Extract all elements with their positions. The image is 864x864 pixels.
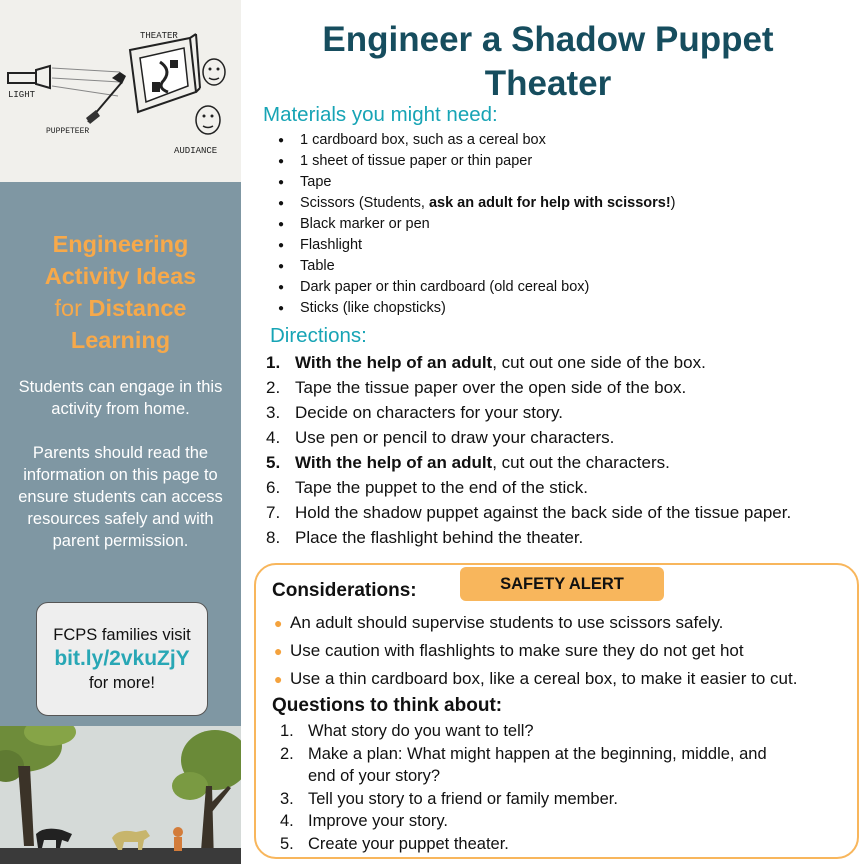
bullet-icon: ● — [278, 198, 285, 209]
promo-paragraph-students: Students can engage in this activity from home. — [18, 378, 223, 418]
sketch-label-light: LIGHT — [8, 90, 36, 100]
list-item: 2. Make a plan: What might happen at the beginning, middle, and end of your story? — [280, 744, 767, 785]
questions-list — [280, 720, 767, 855]
list-item: 4. Use pen or pencil to draw your characters. — [266, 428, 615, 447]
list-item: ● An adult should supervise students to use scissors safely. — [274, 609, 797, 637]
list-item: 1. What story do you want to tell? — [280, 722, 534, 740]
bullet-icon: ● — [278, 135, 285, 146]
list-item: ● Black marker or pen — [278, 214, 676, 235]
bullet-icon: ● — [278, 177, 285, 188]
list-item: 4. Improve your story. — [280, 812, 448, 830]
list-item: 1. With the help of an adult, cut out one side of the box. — [266, 353, 706, 372]
list-item: 5. With the help of an adult, cut out the characters. — [266, 453, 670, 472]
bullet-icon: ● — [274, 671, 283, 687]
list-item: 2. Tape the tissue paper over the open side of the box. — [266, 378, 687, 397]
list-item: ● 1 cardboard box, such as a cereal box — [278, 130, 676, 151]
list-item: ● 1 sheet of tissue paper or thin paper — [278, 151, 676, 172]
sketch-label-theater: THEATER — [140, 31, 178, 41]
visit-callout — [36, 602, 208, 716]
bullet-icon: ● — [278, 156, 285, 167]
list-item: ● Dark paper or thin cardboard (old cereal box) — [278, 277, 676, 298]
sidebar — [0, 0, 241, 864]
list-item: ● Tape — [278, 172, 676, 193]
directions-heading: Directions: — [270, 324, 367, 347]
list-item: ● Scissors (Students, ask an adult for help with scissors!) — [278, 193, 676, 214]
bullet-icon: ● — [274, 615, 283, 631]
list-item: 8. Place the flashlight behind the theater. — [266, 528, 584, 547]
list-item: 6. Tape the puppet to the end of the stick. — [266, 478, 588, 497]
bullet-icon: ● — [278, 219, 285, 230]
list-item: ● Flashlight — [278, 235, 676, 256]
bullet-icon: ● — [278, 282, 285, 293]
visit-line: FCPS families visit — [53, 626, 191, 644]
safety-alert-badge: SAFETY ALERT — [460, 567, 664, 601]
theater-sketch-image — [0, 0, 241, 182]
bullet-icon: ● — [278, 261, 285, 272]
considerations-heading: Considerations: — [272, 580, 417, 601]
shadow-scene-image — [0, 726, 241, 864]
promo-paragraph-parents: Parents should read the information on this page to ensure students can access resources safely and with parent permission. — [18, 444, 223, 550]
promo-title: Engineering Activity Ideas for Distance Learning — [44, 231, 197, 353]
promo-text — [0, 228, 241, 552]
page-title: Engineer a Shadow Puppet Theater — [322, 20, 774, 103]
list-item: ● Use a thin cardboard box, like a cereal box, to make it easier to cut. — [274, 665, 797, 693]
visit-link[interactable]: bit.ly/2vkuZjY — [54, 647, 190, 670]
bullet-icon: ● — [278, 303, 285, 314]
list-item: 7. Hold the shadow puppet against the back side of the tissue paper. — [266, 503, 792, 522]
list-item: 5. Create your puppet theater. — [280, 834, 509, 853]
directions-list — [266, 350, 791, 550]
sketch-label-audience: AUDIANCE — [174, 146, 218, 156]
list-item: 3. Tell you story to a friend or family member. — [280, 789, 618, 808]
materials-heading: Materials you might need: — [263, 103, 498, 126]
bullet-icon: ● — [278, 240, 285, 251]
list-item: 3. Decide on characters for your story. — [266, 403, 564, 422]
considerations-list — [274, 609, 797, 693]
sketch-label-puppeteer: PUPPETEER — [46, 127, 90, 136]
list-item: ● Use caution with flashlights to make sure they do not get hot — [274, 637, 797, 665]
list-item: ● Sticks (like chopsticks) — [278, 298, 676, 319]
questions-heading: Questions to think about: — [272, 695, 503, 716]
visit-more: for more! — [88, 674, 156, 692]
materials-list — [278, 130, 676, 319]
list-item: ● Table — [278, 256, 676, 277]
bullet-icon: ● — [274, 643, 283, 659]
